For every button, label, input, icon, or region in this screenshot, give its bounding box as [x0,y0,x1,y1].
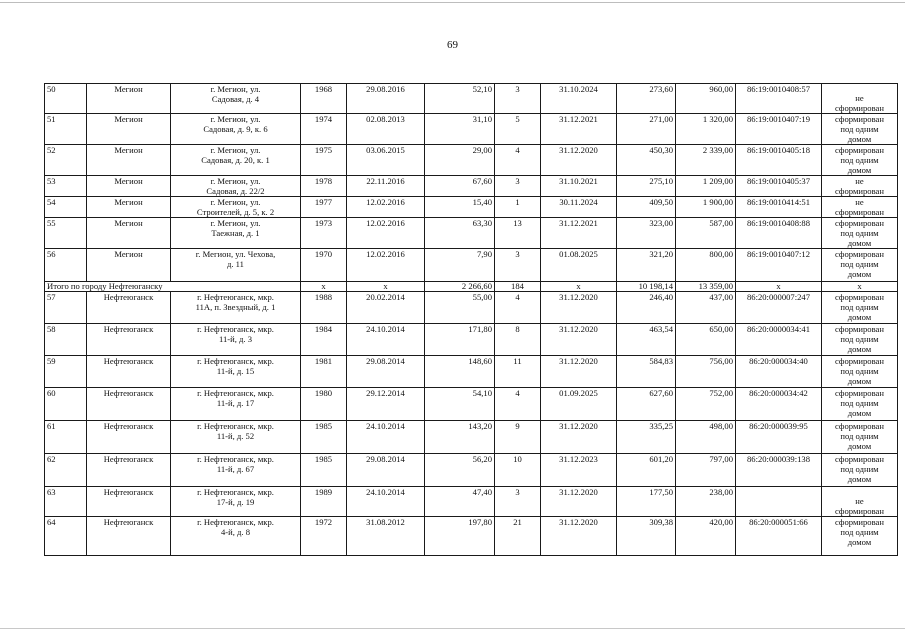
area-cell: 63,30 [425,218,495,249]
address-cell [171,324,301,356]
year-cell: 1972 [301,517,347,556]
date-cell: 24.10.2014 [347,421,425,454]
amount-1-cell: 271,00 [617,114,676,145]
address-cell [171,145,301,176]
status-cell-line: домом [847,376,872,386]
year-cell: 1977 [301,197,347,218]
total-deadline: x [541,282,617,292]
area-cell: 29,00 [425,145,495,176]
total-row [45,282,898,292]
amount-2-cell: 752,00 [676,388,736,421]
address-cell-line: Садовая, д. 20, к. 1 [201,155,270,165]
amount-2-cell: 1 900,00 [676,197,736,218]
amount-1-cell: 584,83 [617,356,676,388]
status-cell-line: сформирован [835,103,884,113]
status-cell [822,292,898,324]
city-cell: Нефтеюганск [87,356,171,388]
scan-edge-top [0,2,905,3]
cadastre-cell: 86:20:000034:42 [736,388,822,421]
status-cell-line: под одним [840,398,879,408]
amount-1-cell: 323,00 [617,218,676,249]
city-cell: Нефтеюганск [87,517,171,556]
address-cell-line: Садовая, д. 22/2 [206,186,265,196]
table-row [45,197,898,218]
row-number: 51 [45,114,87,145]
amount-1-cell: 273,60 [617,84,676,114]
status-cell-line: домом [847,441,872,451]
status-cell-line: сформирован [835,324,884,334]
date-cell: 29.08.2016 [347,84,425,114]
status-cell-line: не [855,93,864,103]
row-number: 63 [45,487,87,517]
year-cell: 1984 [301,324,347,356]
address-cell [171,454,301,487]
status-cell-line: не [855,496,864,506]
table-body [45,84,898,556]
address-cell [171,218,301,249]
table-row [45,249,898,282]
status-cell-line: не [855,176,864,186]
row-number: 60 [45,388,87,421]
year-cell: 1985 [301,454,347,487]
area-cell: 67,60 [425,176,495,197]
address-cell-line: г. Мегион, ул. Чехова, [195,249,276,259]
address-cell-line: г. Нефтеюганск, мкр. [197,517,274,527]
amount-2-cell: 800,00 [676,249,736,282]
scan-edge-bottom [0,628,905,629]
deadline-cell: 31.12.2020 [541,356,617,388]
address-cell-line: 17-й, д. 19 [216,497,255,507]
address-cell [171,84,301,114]
cadastre-cell: 86:19:0010408:57 [736,84,822,114]
amount-2-cell: 238,00 [676,487,736,517]
cadastre-cell: 86:19:0010414:51 [736,197,822,218]
deadline-cell: 01.09.2025 [541,388,617,421]
deadline-cell: 31.12.2020 [541,517,617,556]
address-cell [171,487,301,517]
row-number: 61 [45,421,87,454]
people-cell: 4 [495,292,541,324]
date-cell: 22.11.2016 [347,176,425,197]
city-cell: Мегион [87,84,171,114]
deadline-cell: 31.12.2021 [541,114,617,145]
city-cell: Нефтеюганск [87,421,171,454]
amount-2-cell: 797,00 [676,454,736,487]
row-number: 53 [45,176,87,197]
cadastre-cell: 86:20:000051:66 [736,517,822,556]
address-cell-line: г. Нефтеюганск, мкр. [197,324,274,334]
status-cell-line: под одним [840,155,879,165]
area-cell: 171,80 [425,324,495,356]
total-amount-2: 13 359,00 [676,282,736,292]
date-cell: 24.10.2014 [347,487,425,517]
deadline-cell: 31.12.2020 [541,487,617,517]
city-cell: Мегион [87,218,171,249]
status-cell [822,454,898,487]
status-cell-line: домом [847,344,872,354]
amount-2-cell: 960,00 [676,84,736,114]
people-cell: 3 [495,84,541,114]
amount-2-cell: 650,00 [676,324,736,356]
cadastre-cell: 86:19:0010405:37 [736,176,822,197]
table-row [45,421,898,454]
address-cell [171,517,301,556]
area-cell: 7,90 [425,249,495,282]
status-cell-line: под одним [840,464,879,474]
city-cell: Мегион [87,197,171,218]
status-cell-line: под одним [840,334,879,344]
status-cell-line: сформирован [835,186,884,196]
total-area: 2 266,60 [425,282,495,292]
address-cell [171,292,301,324]
amount-1-cell: 450,30 [617,145,676,176]
row-number: 64 [45,517,87,556]
address-cell-line: г. Мегион, ул. [210,84,261,94]
row-number: 50 [45,84,87,114]
table-row [45,114,898,145]
people-cell: 9 [495,421,541,454]
status-cell [822,388,898,421]
status-cell [822,176,898,197]
people-cell: 3 [495,487,541,517]
status-cell-line: под одним [840,302,879,312]
cadastre-cell: 86:19:0010407:12 [736,249,822,282]
status-cell-line: сформирован [835,207,884,217]
area-cell: 54,10 [425,388,495,421]
address-cell-line: Строителей, д. 5, к. 2 [196,207,275,217]
address-cell-line: г. Нефтеюганск, мкр. [197,454,274,464]
amount-1-cell: 463,54 [617,324,676,356]
status-cell [822,487,898,517]
address-cell-line: г. Мегион, ул. [210,197,261,207]
people-cell: 4 [495,145,541,176]
amount-1-cell: 601,20 [617,454,676,487]
status-cell-line: сформирован [835,454,884,464]
address-cell [171,114,301,145]
row-number: 62 [45,454,87,487]
deadline-cell: 31.12.2020 [541,292,617,324]
people-cell: 8 [495,324,541,356]
status-cell-line: сформирован [835,145,884,155]
row-number: 59 [45,356,87,388]
total-year: x [301,282,347,292]
cadastre-cell: 86:20:000039:138 [736,454,822,487]
status-cell [822,84,898,114]
year-cell: 1985 [301,421,347,454]
amount-1-cell: 275,10 [617,176,676,197]
amount-1-cell: 177,50 [617,487,676,517]
year-cell: 1981 [301,356,347,388]
people-cell: 3 [495,176,541,197]
area-cell: 15,40 [425,197,495,218]
status-cell-line: под одним [840,259,879,269]
year-cell: 1975 [301,145,347,176]
cadastre-cell: 86:19:0010407:19 [736,114,822,145]
status-cell-line: домом [847,537,872,547]
total-status: x [822,282,898,292]
date-cell: 29.08.2014 [347,356,425,388]
cadastre-cell: 86:20:000034:40 [736,356,822,388]
city-cell: Мегион [87,176,171,197]
address-cell [171,197,301,218]
address-cell-line: 11А, п. Звездный, д. 1 [195,302,276,312]
status-cell [822,249,898,282]
cadastre-cell: 86:20:000007:247 [736,292,822,324]
total-date: x [347,282,425,292]
amount-2-cell: 1 320,00 [676,114,736,145]
address-cell-line: г. Нефтеюганск, мкр. [197,487,274,497]
status-cell-line: домом [847,408,872,418]
city-cell: Нефтеюганск [87,454,171,487]
status-cell [822,145,898,176]
year-cell: 1973 [301,218,347,249]
status-cell-line: под одним [840,431,879,441]
deadline-cell: 31.12.2021 [541,218,617,249]
status-cell-line: под одним [840,366,879,376]
housing-register-table [44,83,898,556]
address-cell-line: г. Мегион, ул. [210,176,261,186]
date-cell: 12.02.2016 [347,218,425,249]
status-cell-line: домом [847,474,872,484]
deadline-cell: 30.11.2024 [541,197,617,218]
status-cell-line: домом [847,134,872,144]
date-cell: 24.10.2014 [347,324,425,356]
amount-2-cell: 498,00 [676,421,736,454]
table-row [45,145,898,176]
status-cell-line: домом [847,165,872,175]
people-cell: 4 [495,388,541,421]
date-cell: 29.08.2014 [347,454,425,487]
date-cell: 03.06.2015 [347,145,425,176]
total-amount-1: 10 198,14 [617,282,676,292]
cadastre-cell [736,487,822,517]
amount-1-cell: 409,50 [617,197,676,218]
amount-2-cell: 437,00 [676,292,736,324]
amount-2-cell: 420,00 [676,517,736,556]
amount-1-cell: 309,38 [617,517,676,556]
address-cell [171,421,301,454]
row-number: 54 [45,197,87,218]
status-cell-line: сформирован [835,114,884,124]
amount-1-cell: 321,20 [617,249,676,282]
status-cell-line: сформирован [835,249,884,259]
table-row [45,176,898,197]
address-cell-line: г. Мегион, ул. [210,114,261,124]
city-cell: Нефтеюганск [87,292,171,324]
total-people: 184 [495,282,541,292]
table-row [45,454,898,487]
row-number: 55 [45,218,87,249]
date-cell: 12.02.2016 [347,197,425,218]
amount-1-cell: 246,40 [617,292,676,324]
table-row [45,517,898,556]
status-cell [822,324,898,356]
table-row [45,218,898,249]
city-cell: Нефтеюганск [87,388,171,421]
row-number: 57 [45,292,87,324]
table-row [45,292,898,324]
deadline-cell: 31.12.2020 [541,145,617,176]
city-cell: Мегион [87,114,171,145]
table-row [45,324,898,356]
address-cell-line: 11-й, д. 17 [216,398,255,408]
cadastre-cell: 86:20:0000034:41 [736,324,822,356]
address-cell-line: г. Нефтеюганск, мкр. [197,421,274,431]
status-cell-line: сформирован [835,421,884,431]
amount-1-cell: 627,60 [617,388,676,421]
area-cell: 52,10 [425,84,495,114]
city-cell: Нефтеюганск [87,487,171,517]
deadline-cell: 31.12.2023 [541,454,617,487]
status-cell [822,421,898,454]
people-cell: 21 [495,517,541,556]
total-cadastre: x [736,282,822,292]
people-cell: 5 [495,114,541,145]
people-cell: 13 [495,218,541,249]
amount-2-cell: 587,00 [676,218,736,249]
row-number: 56 [45,249,87,282]
people-cell: 3 [495,249,541,282]
area-cell: 47,40 [425,487,495,517]
amount-2-cell: 2 339,00 [676,145,736,176]
address-cell [171,176,301,197]
page-number: 69 [447,39,458,51]
area-cell: 31,10 [425,114,495,145]
address-cell-line: 11-й, д. 52 [216,431,255,441]
row-number: 52 [45,145,87,176]
status-cell-line: сформирован [835,388,884,398]
date-cell: 02.08.2013 [347,114,425,145]
status-cell-line: домом [847,238,872,248]
date-cell: 20.02.2014 [347,292,425,324]
year-cell: 1970 [301,249,347,282]
status-cell-line: сформирован [835,218,884,228]
address-cell-line: Садовая, д. 9, к. 6 [203,124,268,134]
status-cell [822,218,898,249]
status-cell-line: под одним [840,527,879,537]
table-row [45,388,898,421]
people-cell: 11 [495,356,541,388]
address-cell-line: г. Мегион, ул. [210,145,261,155]
address-cell [171,356,301,388]
year-cell: 1974 [301,114,347,145]
date-cell: 31.08.2012 [347,517,425,556]
address-cell-line: г. Нефтеюганск, мкр. [197,292,274,302]
status-cell-line: сформирован [835,517,884,527]
year-cell: 1978 [301,176,347,197]
status-cell [822,517,898,556]
address-cell-line: Таежная, д. 1 [211,228,260,238]
status-cell-line: не [855,197,864,207]
address-cell-line: Садовая, д. 4 [211,94,260,104]
year-cell: 1968 [301,84,347,114]
row-number: 58 [45,324,87,356]
area-cell: 55,00 [425,292,495,324]
deadline-cell: 31.10.2021 [541,176,617,197]
city-cell: Мегион [87,249,171,282]
cadastre-cell: 86:19:0010405:18 [736,145,822,176]
amount-2-cell: 1 209,00 [676,176,736,197]
people-cell: 1 [495,197,541,218]
address-cell-line: 11-й, д. 15 [216,366,255,376]
total-label: Итого по городу Нефтеюганску [45,282,301,292]
status-cell-line: сформирован [835,292,884,302]
year-cell: 1988 [301,292,347,324]
cadastre-cell: 86:20:000039:95 [736,421,822,454]
deadline-cell: 01.08.2025 [541,249,617,282]
deadline-cell: 31.12.2020 [541,421,617,454]
city-cell: Мегион [87,145,171,176]
status-cell-line: сформирован [835,506,884,516]
status-cell-line: сформирован [835,356,884,366]
table-row [45,356,898,388]
city-cell: Нефтеюганск [87,324,171,356]
date-cell: 29.12.2014 [347,388,425,421]
cadastre-cell: 86:19:0010408:88 [736,218,822,249]
address-cell-line: г. Мегион, ул. [210,218,261,228]
amount-1-cell: 335,25 [617,421,676,454]
date-cell: 12.02.2016 [347,249,425,282]
table-row [45,84,898,114]
deadline-cell: 31.10.2024 [541,84,617,114]
table-row [45,487,898,517]
people-cell: 10 [495,454,541,487]
year-cell: 1980 [301,388,347,421]
year-cell: 1989 [301,487,347,517]
address-cell-line: г. Нефтеюганск, мкр. [197,356,274,366]
area-cell: 56,20 [425,454,495,487]
address-cell-line: 11-й, д. 67 [216,464,255,474]
status-cell-line: домом [847,269,872,279]
status-cell-line: домом [847,312,872,322]
status-cell-line: под одним [840,228,879,238]
area-cell: 148,60 [425,356,495,388]
address-cell [171,388,301,421]
status-cell [822,197,898,218]
deadline-cell: 31.12.2020 [541,324,617,356]
address-cell [171,249,301,282]
address-cell-line: г. Нефтеюганск, мкр. [197,388,274,398]
status-cell [822,356,898,388]
address-cell-line: 4-й, д. 8 [220,527,251,537]
area-cell: 197,80 [425,517,495,556]
address-cell-line: 11-й, д. 3 [219,334,252,344]
status-cell-line: под одним [840,124,879,134]
address-cell-line: д. 11 [227,259,244,269]
status-cell [822,114,898,145]
amount-2-cell: 756,00 [676,356,736,388]
area-cell: 143,20 [425,421,495,454]
